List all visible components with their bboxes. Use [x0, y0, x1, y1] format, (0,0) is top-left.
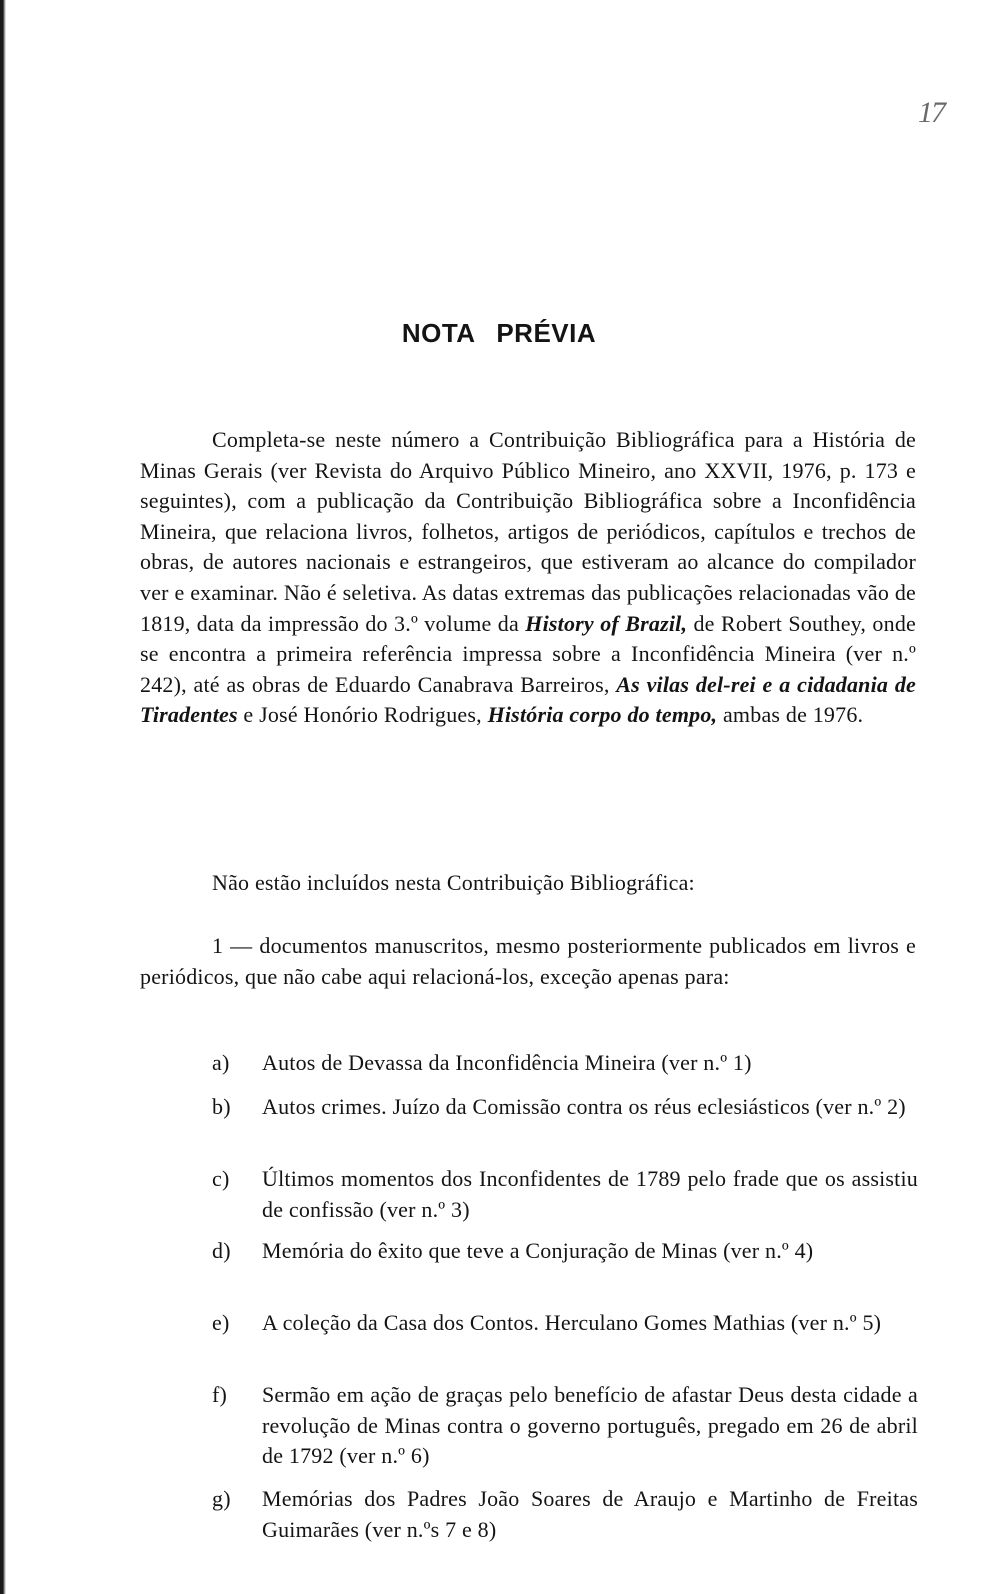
list-item-text: Memória do êxito que teve a Conjuração de Minas (ver n.º 4): [262, 1238, 814, 1263]
book-title-as-vilas-del-rei: As vilas del-rei e a cidadania de Tiradentes: [140, 671, 916, 728]
list-item-text: Autos crimes. Juízo da Comissão contra os réus eclesiásticos (ver n.º 2): [262, 1094, 906, 1119]
page-number: 17: [918, 96, 944, 129]
list-item-text: Últimos momentos dos Inconfidentes de 1789 pelo frade que os assistiu de confissão (ver n.º 3): [262, 1166, 918, 1222]
list-item: [212, 1380, 918, 1484]
exclusion-1-text: 1 — documentos manuscritos, mesmo posteriormente publicados em livros e periódicos, que não cabe aqui relacioná-los, exceção apenas para:: [140, 933, 916, 989]
list-item-letter: b): [212, 1094, 231, 1119]
list-item-text: Memórias dos Padres João Soares de Araujo e Martinho de Freitas Guimarães (ver n.ºs 7 e 8): [262, 1486, 918, 1542]
list-item: [212, 1484, 918, 1556]
list-item-letter: e): [212, 1310, 230, 1335]
scan-binding-edge: [0, 0, 6, 1594]
list-item: [212, 1092, 918, 1164]
exclusion-1-paragraph: [140, 931, 916, 992]
book-title-historia-corpo-do-tempo: História corpo do tempo,: [487, 702, 718, 728]
list-item-letter: g): [212, 1486, 231, 1511]
list-item: [212, 1236, 918, 1308]
intro-paragraph: [140, 425, 916, 731]
page-title: NOTA PRÉVIA: [401, 318, 597, 348]
book-title-history-of-brazil: History of Brazil,: [525, 610, 688, 636]
list-item-letter: a): [212, 1050, 230, 1075]
intro-text-1: Completa-se neste número a Contribuição Bibliográfica para a História de Minas Gerais (ver Revista do Arquivo Público Mineiro, ano XXVII, 1976, p. 173 e seguintes), com a publicação da Contribuição Bibliográfica sobre a Inconfidência Mineira, que relaciona livros, folhetos, artigos de periódicos, capítulos e trechos de obras, de autores nacionais e estrangeiros, que estiveram ao alcance do compilador ver e examinar. Não é seletiva. As datas extremas das publicações relacionadas vão de 1819, data da impressão do 3.º volume da: [140, 427, 916, 636]
exclusions-heading: Não estão incluídos nesta Contribuição Bibliográfica:: [212, 870, 695, 895]
intro-text-3: e José Honório Rodrigues,: [237, 702, 488, 728]
list-item-letter: f): [212, 1382, 228, 1407]
intro-text-2: de Robert Southey, onde se encontra a primeira referência impressa sobre a Inconfidência Mineira (ver n.º 242), até as obras de Eduardo Canabrava Barreiros,: [140, 610, 916, 697]
list-item: [212, 1164, 918, 1236]
list-item: [212, 1048, 918, 1092]
list-item-text: A coleção da Casa dos Contos. Herculano Gomes Mathias (ver n.º 5): [262, 1310, 882, 1335]
intro-text-4: ambas de 1976.: [717, 702, 864, 728]
list-item: [212, 1308, 918, 1380]
list-item-letter: d): [212, 1238, 231, 1263]
list-item-text: Autos de Devassa da Inconfidência Mineira (ver n.º 1): [262, 1050, 752, 1075]
list-item-text: Sermão em ação de graças pelo benefício de afastar Deus desta cidade a revolução de Minas contra o governo português, pregado em 26 de abril de 1792 (ver n.º 6): [262, 1382, 918, 1469]
exception-list: [212, 1048, 918, 1556]
list-item-letter: c): [212, 1166, 230, 1191]
